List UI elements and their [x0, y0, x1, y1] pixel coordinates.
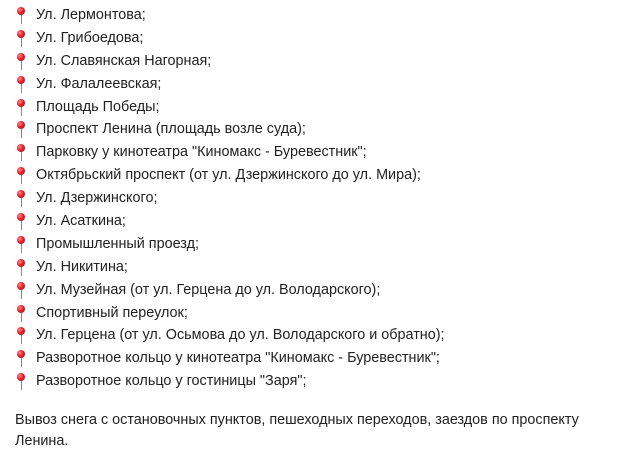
street-list-item	[15, 27, 633, 50]
round-pushpin-icon	[15, 349, 27, 368]
round-pushpin-icon	[15, 52, 27, 71]
street-label: Спортивный переулок;	[36, 304, 188, 321]
street-label: Ул. Фалалеевская;	[36, 75, 162, 92]
street-list-item	[15, 118, 633, 141]
round-pushpin-icon	[15, 326, 27, 345]
snow-removal-note: Вывоз снега с остановочных пунктов, пешеходных переходов, заездов по проспекту Ленина.	[15, 412, 579, 450]
street-list-item	[15, 96, 633, 119]
street-label: Ул. Асаткина;	[36, 213, 126, 230]
round-pushpin-icon	[15, 212, 27, 231]
street-list-item	[15, 141, 633, 164]
round-pushpin-icon	[15, 29, 27, 48]
street-label: Промышленный проезд;	[36, 235, 199, 252]
street-label: Разворотное кольцо у гостиницы "Заря";	[36, 373, 307, 390]
street-list-item	[15, 347, 633, 370]
street-label: Ул. Герцена (от ул. Осьмова до ул. Володарского и обратно);	[36, 327, 445, 344]
street-label: Ул. Грибоедова;	[36, 29, 144, 46]
round-pushpin-icon	[15, 6, 27, 25]
street-label: Ул. Никитина;	[36, 258, 128, 275]
street-list-item	[15, 4, 633, 27]
round-pushpin-icon	[15, 304, 27, 323]
round-pushpin-icon	[15, 235, 27, 254]
street-list-item	[15, 302, 633, 325]
street-list-item	[15, 324, 633, 347]
round-pushpin-icon	[15, 166, 27, 185]
street-label: Площадь Победы;	[36, 98, 160, 115]
round-pushpin-icon	[15, 372, 27, 391]
street-list-item	[15, 210, 633, 233]
street-list-item	[15, 233, 633, 256]
street-list-item	[15, 279, 633, 302]
street-list-item	[15, 370, 633, 393]
round-pushpin-icon	[15, 258, 27, 277]
street-label: Ул. Лермонтова;	[36, 7, 146, 23]
street-list-item	[15, 50, 633, 73]
round-pushpin-icon	[15, 75, 27, 94]
street-label: Ул. Дзержинского;	[36, 190, 158, 207]
street-label: Октябрьский проспект (от ул. Дзержинского до ул. Мира);	[36, 167, 421, 184]
round-pushpin-icon	[15, 189, 27, 208]
street-label: Разворотное кольцо у кинотеатра "Киномакс - Буревестник";	[36, 350, 440, 367]
street-label: Ул. Музейная (от ул. Герцена до ул. Володарского);	[36, 281, 381, 298]
round-pushpin-icon	[15, 281, 27, 300]
street-list	[15, 4, 633, 393]
round-pushpin-icon	[15, 120, 27, 139]
street-list-item	[15, 187, 633, 210]
street-list-item	[15, 164, 633, 187]
street-label: Ул. Славянская Нагорная;	[36, 52, 212, 69]
round-pushpin-icon	[15, 98, 27, 117]
street-label: Проспект Ленина (площадь возле суда);	[36, 121, 306, 138]
street-list-item	[15, 256, 633, 279]
street-list-item	[15, 73, 633, 96]
round-pushpin-icon	[15, 143, 27, 162]
street-label: Парковку у кинотеатра "Киномакс - Буревестник";	[36, 144, 367, 161]
